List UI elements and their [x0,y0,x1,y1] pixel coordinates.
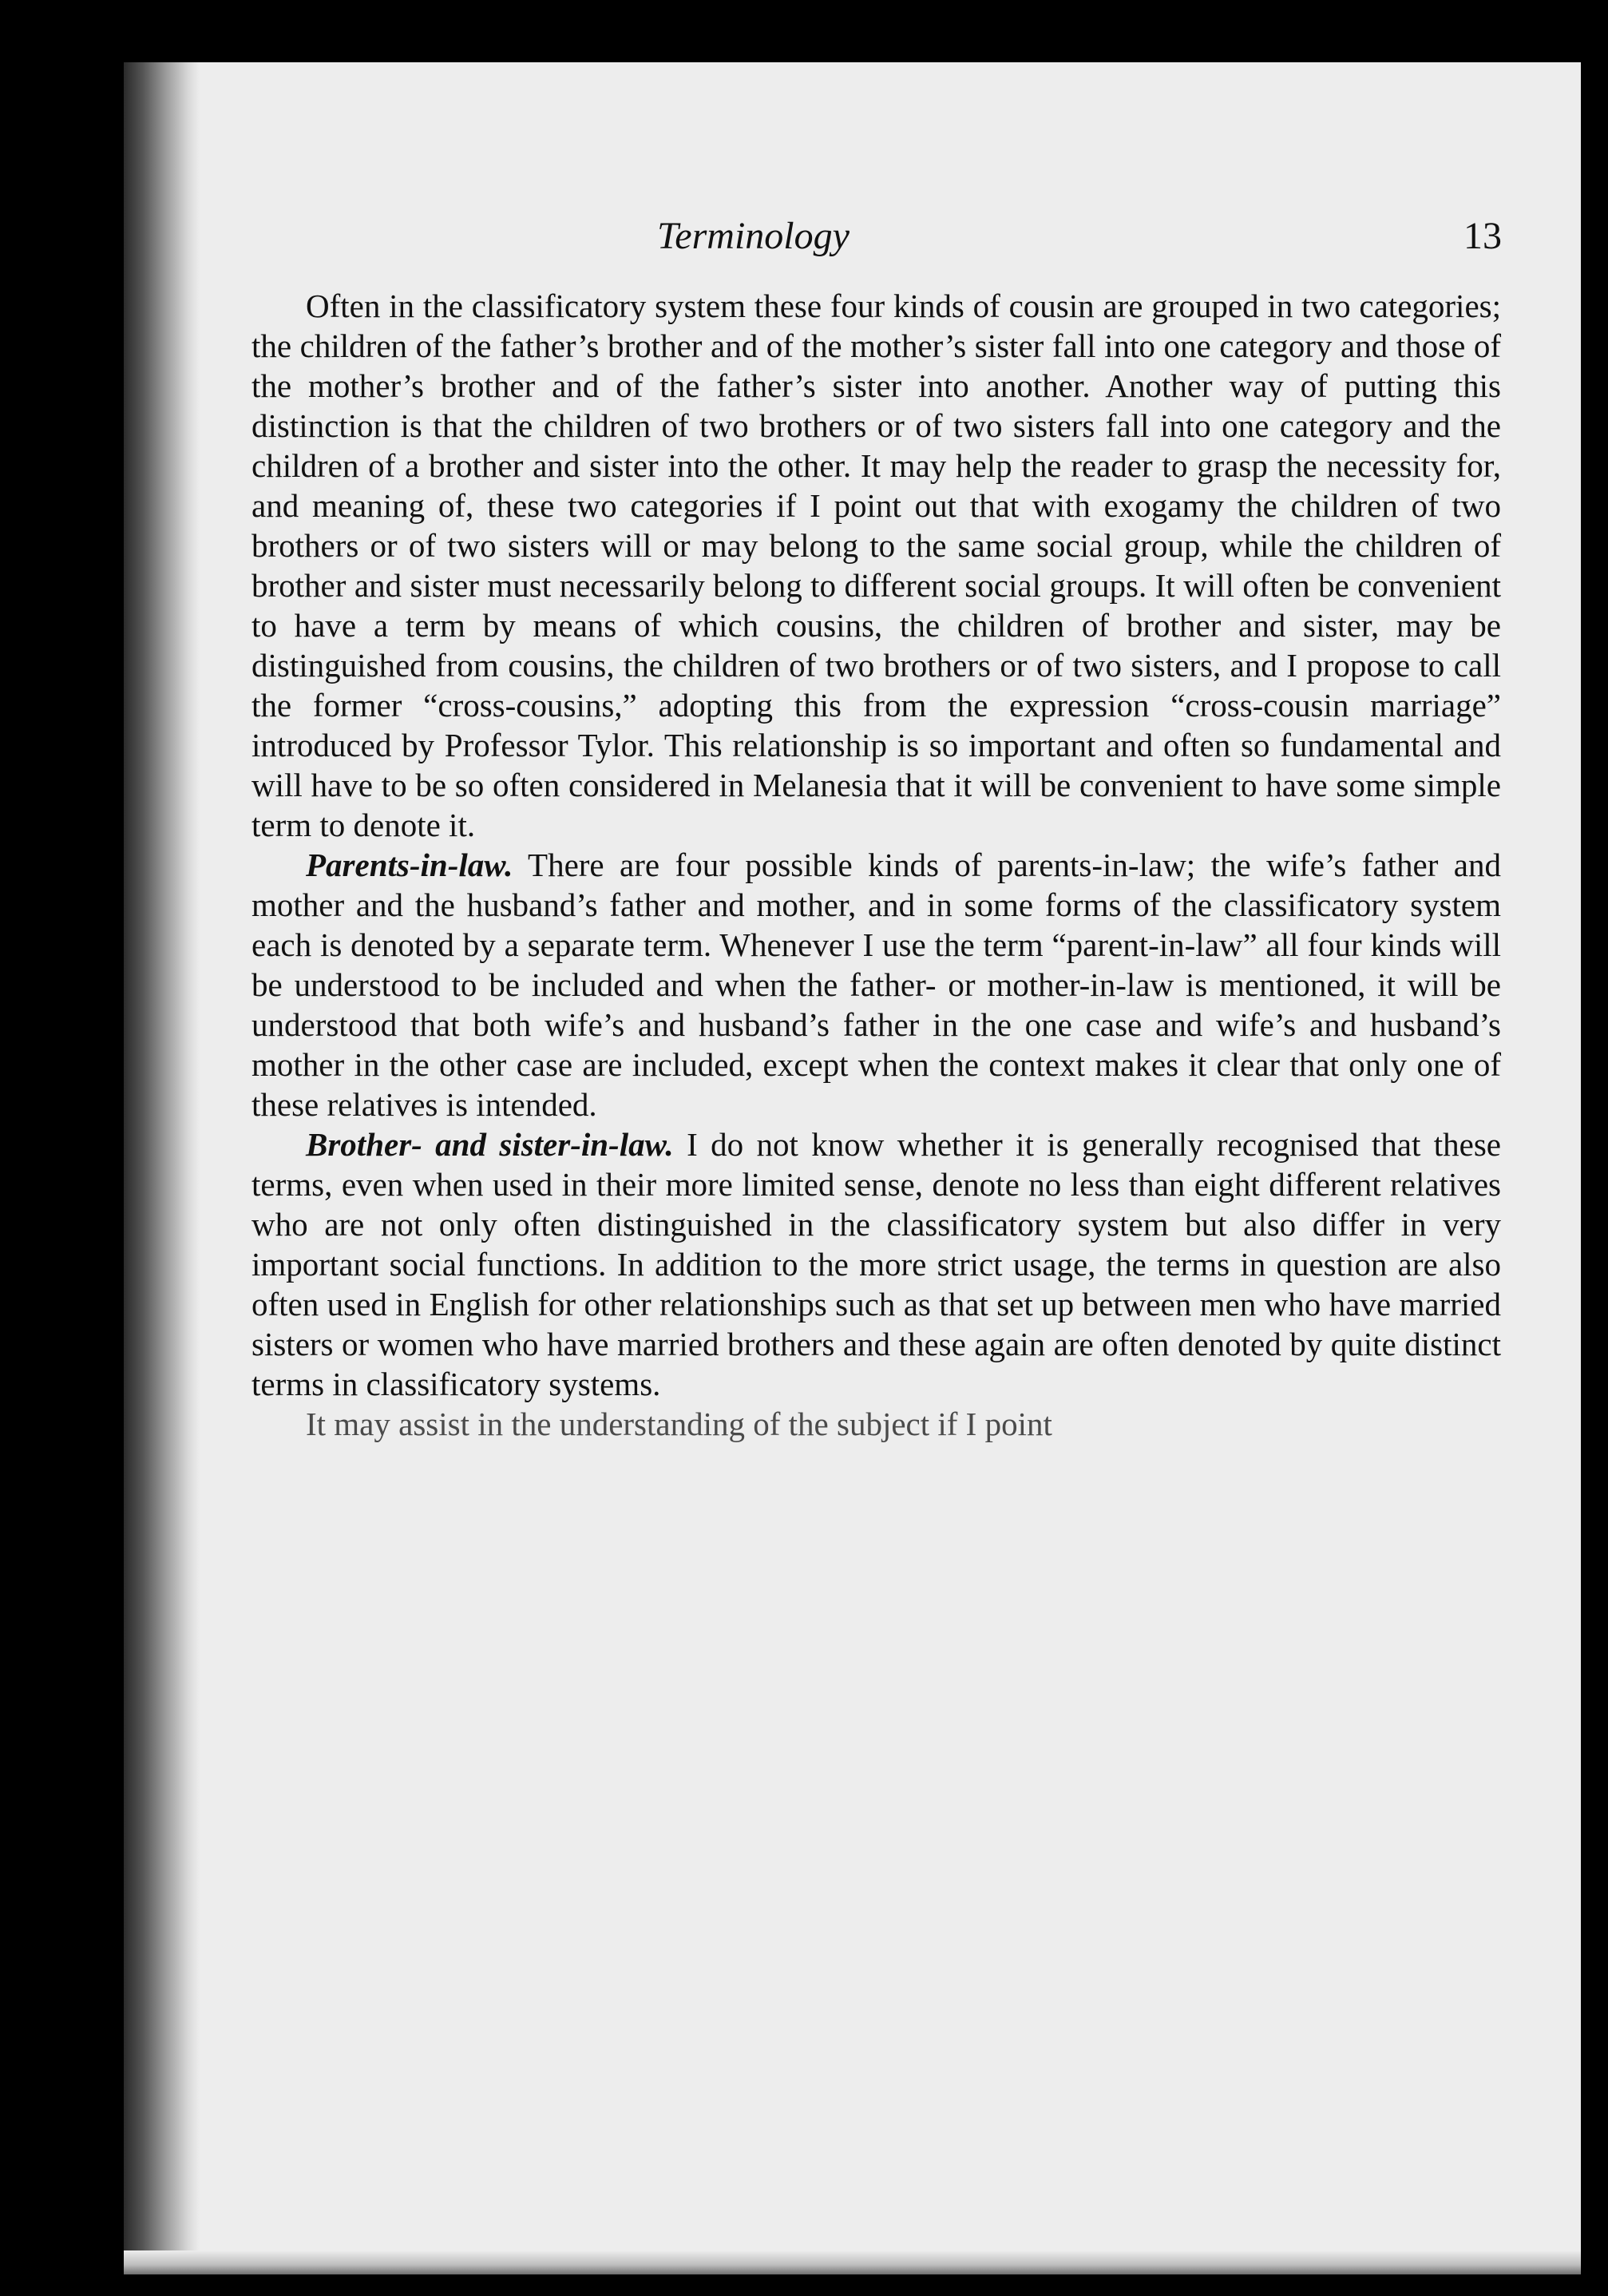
paragraph-text: It may assist in the understanding of the subject if I point [306,1406,1052,1442]
paragraph-continuation [251,1404,1501,1444]
paragraph-cousin-categories [251,286,1501,845]
running-title: Terminology [657,215,850,257]
paragraph-text: Often in the classificatory system these four kinds of cousin are grouped in two categories; the children of the father’s brother and of the mother’s sister fall into one category and those of the mother’s brother and of the father’s sister into another. Another way of putting this distinction is that the children of two brothers or of two sisters fall into one category and the children of a brother and sister into the other. It may help the reader to grasp the necessity for, and meaning of, these two categories if I point out that with exogamy the children of two brothers or of two sisters will or may belong to the same social group, while the children of brother and sister must necessarily belong to different social groups. It will often be convenient to have a term by means of which cousins, the children of brother and sister, may be distinguished from cousins, the children of two brothers or of two sisters, and I propose to call the former “cross-cousins,” adopting this from the expression “cross-cousin marriage” introduced by Professor Tylor. This relationship is so important and often so fundamental and will have to be so often considered in Melanesia that it will be convenient to have some simple term to denote it. [251,287,1501,843]
body-text [251,286,1501,1444]
term-heading: Brother- and sister-in-law. [306,1126,674,1163]
page-bottom-shadow [124,2250,1581,2274]
running-head [657,212,1502,260]
term-heading: Parents-in-law. [306,847,513,883]
page-number: 13 [1463,215,1502,257]
book-page [124,62,1581,2274]
paragraph-brother-sister-in-law [251,1124,1501,1404]
paragraph-text: I do not know whether it is generally recognised that these terms, even when used in their more limited sense, denote no less than eight different relatives who are not only often distinguished in the classificatory system but also differ in very important social functions. In addition to the more strict usage, the terms in question are also often used in English for other relationships such as that set up between men who have married sisters or women who have married brothers and these again are often denoted by quite distinct terms in classificatory systems. [251,1126,1501,1402]
paragraph-text: There are four possible kinds of parents-in-law; the wife’s father and mother and the husband’s father and mother, and in some forms of the classificatory system each is denoted by a separate term. Whenever I use the term “parent-in-law” all four kinds will be understood to be included and when the father- or mother-in-law is mentioned, it will be understood that both wife’s and husband’s father in the one case and wife’s and husband’s mother in the other case are included, except when the context makes it clear that only one of these relatives is intended. [251,847,1501,1123]
paragraph-parents-in-law [251,845,1501,1124]
page-binding-shadow [124,62,200,2274]
